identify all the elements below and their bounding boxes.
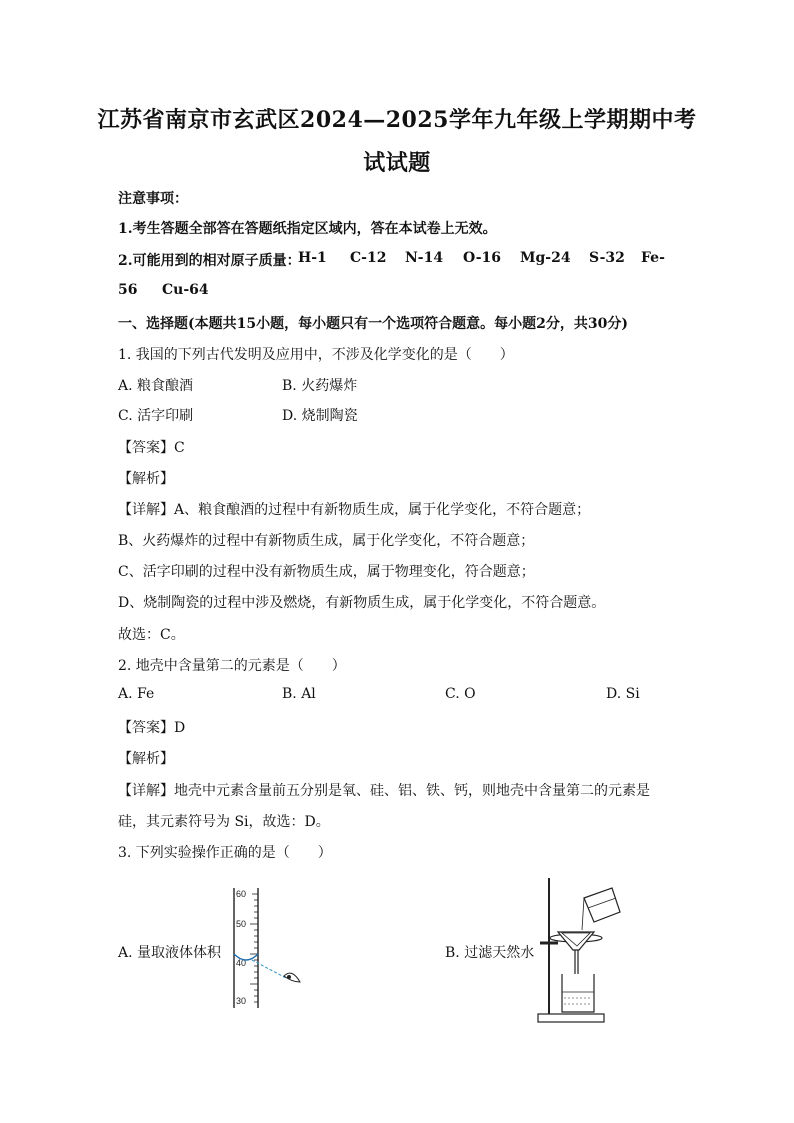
- graduated-cylinder-figure: [222, 884, 312, 1014]
- notice-item-1: 1.考生答题全部答在答题纸指定区域内，答在本试卷上无效。: [118, 221, 497, 237]
- tick-label-60: 60: [236, 889, 247, 899]
- mass-n: N-14: [405, 250, 444, 266]
- mass-h: H-1: [298, 250, 327, 266]
- pouring-beaker: [582, 888, 620, 930]
- q1-option-c: C. 活字印刷: [118, 408, 194, 424]
- q1-option-b: B. 火药爆炸: [282, 378, 358, 394]
- section-1-heading: 一、选择题(本题共15小题，每小题只有一个选项符合题意。每小题2分，共30分): [118, 316, 628, 332]
- tick-label-50: 50: [236, 919, 247, 929]
- tick-label-40: 40: [236, 958, 247, 968]
- q2-option-c: C. O: [445, 686, 476, 702]
- filtration-apparatus-figure: [536, 872, 626, 1027]
- q1-stem: 1. 我国的下列古代发明及应用中，不涉及化学变化的是（ ）: [118, 347, 514, 363]
- mass-fe: Fe-: [641, 250, 665, 266]
- q1-option-d: D. 烧制陶瓷: [282, 408, 358, 424]
- q1-detail-4: D、烧制陶瓷的过程中涉及燃烧，有新物质生成，属于化学变化，不符合题意。: [118, 595, 606, 611]
- stand-base: [538, 1014, 604, 1022]
- tick-label-30: 30: [236, 996, 247, 1006]
- q1-detail-1: 【详解】A、粮食酿酒的过程中有新物质生成，属于化学变化，不符合题意；: [118, 502, 591, 518]
- mass-mg: Mg-24: [520, 250, 571, 266]
- q2-analysis: 【解析】: [118, 751, 174, 767]
- q2-answer: 【答案】D: [118, 720, 186, 736]
- q3-stem: 3. 下列实验操作正确的是（ ）: [118, 845, 332, 861]
- q1-detail-3: C、活字印刷的过程中没有新物质生成，属于物理变化，符合题意；: [118, 564, 535, 580]
- q3-option-b-label: B. 过滤天然水: [445, 945, 535, 961]
- q2-option-a: A. Fe: [118, 686, 155, 702]
- mass-c: C-12: [350, 250, 387, 266]
- q1-detail-2: B、火药爆炸的过程中有新物质生成，属于化学变化，不符合题意；: [118, 533, 535, 549]
- q2-option-b: B. Al: [282, 686, 316, 702]
- exam-title-line1: 江苏省南京市玄武区2024—2025学年九年级上学期期中考: [97, 107, 697, 133]
- cylinder-scale-ticks: [250, 894, 258, 1002]
- q2-option-d: D. Si: [606, 686, 640, 702]
- receiving-beaker: [562, 974, 594, 1012]
- q1-answer: 【答案】C: [118, 440, 185, 456]
- notice-item-2-prefix: 2.可能用到的相对原子质量：: [118, 253, 301, 269]
- q1-analysis: 【解析】: [118, 471, 174, 487]
- q2-stem: 2. 地壳中含量第二的元素是（ ）: [118, 658, 346, 674]
- q2-detail-1: 【详解】地壳中元素含量前五分别是氧、硅、铝、铁、钙，则地壳中含量第二的元素是: [118, 783, 650, 799]
- exam-title-line2: 试试题: [363, 150, 431, 176]
- q1-conclusion: 故选：C。: [118, 627, 185, 643]
- mass-s: S-32: [589, 250, 625, 266]
- q3-option-a-label: A. 量取液体体积: [118, 945, 222, 961]
- sight-line: [252, 960, 286, 978]
- mass-o: O-16: [463, 250, 502, 266]
- eye-icon: [284, 973, 300, 982]
- q1-option-a: A. 粮食酿酒: [118, 378, 194, 394]
- mass-fe-wrap: 56: [118, 282, 138, 298]
- mass-cu: Cu-64: [162, 282, 209, 298]
- q2-detail-2: 硅，其元素符号为 Si，故选：D。: [118, 814, 330, 830]
- notice-heading: 注意事项：: [118, 191, 188, 207]
